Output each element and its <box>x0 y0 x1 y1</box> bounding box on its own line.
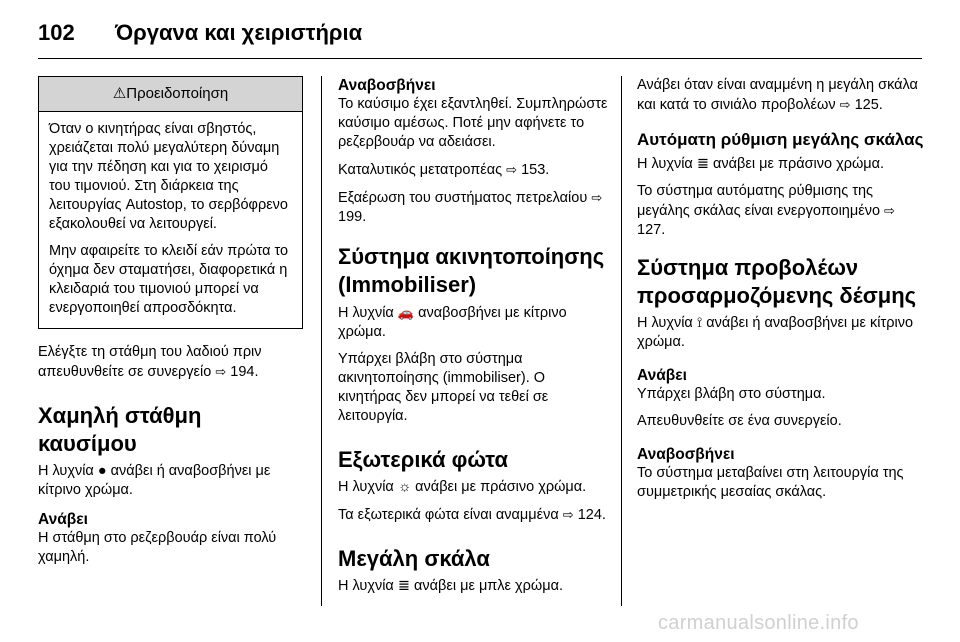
reference-arrow-icon: ⇨ <box>506 162 518 177</box>
column-divider-1 <box>321 76 322 606</box>
adaptive-lighting-heading: Σύστημα προβολέων προσαρμοζόμενης δέσμης <box>637 255 917 308</box>
warning-header <box>39 77 302 112</box>
exterior-lamp-icon: ☼ <box>397 479 412 495</box>
exterior-on-text: Τα εξωτερικά φώτα είναι αναμμένα <box>338 507 559 523</box>
page-reference[interactable]: 153. <box>521 162 550 178</box>
exterior-text-b: ανάβει με πράσινο χρώμα. <box>415 479 587 495</box>
page-reference[interactable]: 199. <box>338 209 367 225</box>
fault-text: Υπάρχει βλάβη στο σύστημα. <box>637 386 826 402</box>
watermark: carmanualsonline.info <box>658 612 859 634</box>
page-reference[interactable]: 194. <box>230 364 259 380</box>
fuel-lamp-icon: ● <box>97 463 107 479</box>
immobiliser-text-a: Η λυχνία <box>338 305 394 321</box>
high-beam-lamp-icon: ≣ <box>397 578 410 594</box>
afl-text-b: ανάβει ή αναβοσβήνει με κίτρινο χρώμα. <box>637 315 914 350</box>
high-beam-on-paragraph <box>637 76 927 115</box>
page-reference[interactable]: 127. <box>637 222 666 238</box>
venting-text: Εξαέρωση του συστήματος πετρελαίου <box>338 190 588 206</box>
on-heading: Ανάβει <box>637 367 687 384</box>
reference-arrow-icon: ⇨ <box>884 203 895 218</box>
oil-check-text: Ελέγξτε τη στάθμη του λαδιού πριν απευθυνθείτε σε συνεργείο <box>38 344 262 380</box>
flash-text: Το καύσιμο έχει εξαντληθεί. Συμπληρώστε καύσιμο αμέσως. Ποτέ μην αφήνετε το ρεζερβουάρ να αδειάσει. <box>338 96 608 150</box>
reference-arrow-icon: ⇨ <box>215 364 227 379</box>
warning-title: Προειδοποίηση <box>126 85 229 102</box>
auto-on-text: Το σύστημα αυτόματης ρύθμισης της μεγάλης σκάλας είναι ενεργοποιημένο <box>637 183 881 219</box>
fuel-text-a: Η λυχνία <box>38 463 94 479</box>
high-beam-heading: Μεγάλη σκάλα <box>338 546 490 571</box>
auto-high-beam-lamp-icon: ≣ <box>696 156 709 172</box>
column-2 <box>338 76 608 604</box>
immobiliser-paragraph <box>338 303 608 342</box>
warning-box <box>38 76 303 329</box>
adaptive-lamp-icon: ⟟ <box>696 315 703 331</box>
exterior-lights-heading: Εξωτερικά φώτα <box>338 447 509 472</box>
venting-paragraph <box>338 188 608 227</box>
exterior-text-a: Η λυχνία <box>338 479 394 495</box>
warning-body <box>39 112 302 328</box>
immobiliser-text-b: αναβοσβήνει με κίτρινο χρώμα. <box>338 305 567 340</box>
column-divider-2 <box>621 76 622 606</box>
immobiliser-heading: Σύστημα ακινητοποίησης (Immobiliser) <box>338 244 605 297</box>
header-divider <box>38 58 922 59</box>
reference-arrow-icon: ⇨ <box>562 507 574 522</box>
auto-on-paragraph <box>637 182 927 240</box>
high-beam-text-a: Η λυχνία <box>338 578 394 594</box>
flash-heading: Αναβοσβήνει <box>338 77 436 94</box>
warning-text-2: Μην αφαιρείτε το κλειδί εάν πρώτα το όχημα δεν σταματήσει, διαφορετικά η κλειδαριά του τιμονιού μπορεί να ενεργοποιηθεί απροσδόκητα. <box>49 243 289 316</box>
immobiliser-lamp-icon: 🚗 <box>397 305 415 320</box>
oil-check-paragraph <box>38 343 303 382</box>
adaptive-lighting-paragraph <box>637 314 927 352</box>
exterior-on-paragraph <box>338 505 608 525</box>
column-1 <box>38 76 303 575</box>
fuel-heading: Χαμηλή στάθμη καυσίμου <box>38 403 202 456</box>
high-beam-paragraph <box>338 577 608 596</box>
column-3 <box>637 76 927 510</box>
page-number: 102 <box>38 20 75 45</box>
page-title: Όργανα και χειριστήρια <box>115 20 363 45</box>
exterior-lights-paragraph <box>338 478 608 497</box>
fuel-text-b: ανάβει ή αναβοσβήνει με κίτρινο χρώμα. <box>38 463 271 498</box>
catalyst-text: Καταλυτικός μετατροπέας <box>338 162 503 178</box>
workshop-text: Απευθυνθείτε σε ένα συνεργείο. <box>637 413 842 429</box>
warning-icon: ⚠ <box>112 85 127 102</box>
auto-high-beam-paragraph <box>637 155 927 174</box>
high-beam-text-b: ανάβει με μπλε χρώμα. <box>414 578 563 594</box>
high-beam-on-text: Ανάβει όταν είναι αναμμένη η μεγάλη σκάλα και κατά το σινιάλο προβολέων <box>637 77 918 113</box>
on-text: Η στάθμη στο ρεζερβουάρ είναι πολύ χαμηλή. <box>38 530 277 565</box>
reference-arrow-icon: ⇨ <box>839 97 851 112</box>
page-reference[interactable]: 124. <box>577 507 606 523</box>
reference-arrow-icon: ⇨ <box>591 190 603 205</box>
fuel-paragraph <box>38 462 303 500</box>
afl-text-a: Η λυχνία <box>637 315 693 331</box>
catalyst-paragraph <box>338 160 608 180</box>
immobiliser-fault-text: Υπάρχει βλάβη στο σύστημα ακινητοποίησης (immobiliser). Ο κινητήρας δεν μπορεί να τεθεί σε λειτουργία. <box>338 351 549 424</box>
auto-text-b: ανάβει με πράσινο χρώμα. <box>713 156 885 172</box>
page-header <box>38 8 922 54</box>
page-reference[interactable]: 125. <box>854 97 883 113</box>
warning-text-1: Όταν ο κινητήρας είναι σβηστός, χρειάζεται πολύ μεγαλύτερη δύναμη για την πέδηση και για το χειρισμό του τιμονιού. Στη διάρκεια της λειτουργίας Autostop, το σερβόφρενο εξακολουθεί να λειτουργεί. <box>49 121 288 232</box>
auto-text-a: Η λυχνία <box>637 156 693 172</box>
auto-high-beam-heading: Αυτόματη ρύθμιση μεγάλης σκάλας <box>637 130 924 149</box>
on-heading: Ανάβει <box>38 511 88 528</box>
flash-text: Το σύστημα μεταβαίνει στη λειτουργία της συμμετρικής μεσαίας σκάλας. <box>637 465 904 500</box>
flash-heading: Αναβοσβήνει <box>637 446 735 463</box>
